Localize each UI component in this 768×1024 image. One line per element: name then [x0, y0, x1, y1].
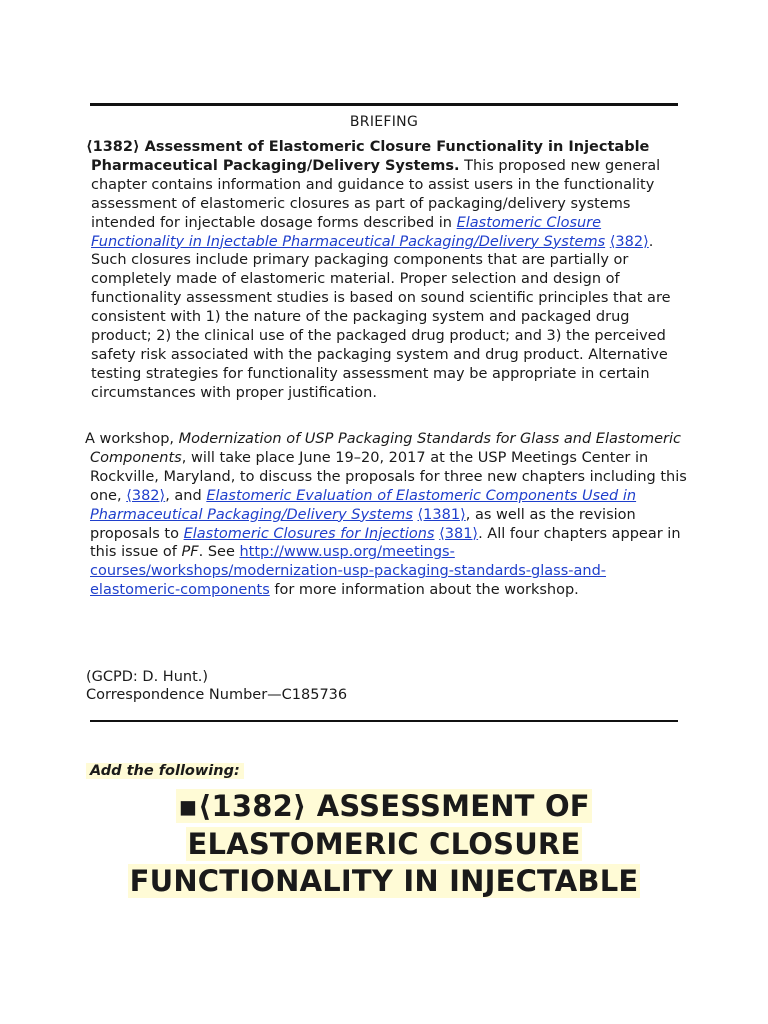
workshop-paragraph [85, 430, 690, 600]
briefing-text-2: . Such closures include primary packaging components that are partially or completely made of elastomeric material. Proper selection and design of functionality assessment studies is based on sound scientific principles that are consistent with 1) the nature of the packaging system and packaged drug product; 2) the clinical use of the packaged drug product; and 3) the perceived safety risk associated with the packaging system and drug product. Alternative testing strategies for functionality assessment may be appropriate in certain circumstances with proper justification. [91, 233, 671, 401]
workshop-text-3: , and [165, 487, 207, 504]
workshop-text-4: , as well as the revision proposals to [90, 506, 636, 542]
chapter-title-line-2: ELASTOMERIC CLOSURE [187, 826, 581, 861]
link-elastomeric-closure-functionality[interactable]: Elastomeric Closure Functionality in Injectable Pharmaceutical Packaging/Delivery Systems [91, 214, 606, 250]
workshop-title: Modernization of USP Packaging Standards for Glass and Elastomeric Components [90, 431, 681, 466]
workshop-text-6: . See [198, 544, 240, 561]
link-381-ref[interactable]: ⟨381⟩ [439, 525, 479, 542]
link-elastomeric-closures-for-injections[interactable]: Elastomeric Closures for Injections [183, 525, 435, 542]
briefing-paragraph [86, 138, 691, 403]
link-382-ref[interactable]: ⟨382⟩ [609, 233, 649, 250]
bottom-divider [90, 720, 678, 722]
correspondence-number: Correspondence Number—C185736 [86, 687, 348, 703]
briefing-text-1: This proposed new general chapter contains information and guidance to assist users in the functionality assessment of elastomeric closures as part of packaging/delivery systems intended for injectable dosage forms described in [91, 157, 661, 231]
briefing-heading: BRIEFING [349, 114, 419, 130]
link-1381-ref[interactable]: ⟨1381⟩ [417, 506, 466, 523]
chapter-title-line-1: ▪⟨1382⟩ ASSESSMENT OF [178, 789, 590, 823]
briefing-title: ⟨1382⟩ Assessment of Elastomeric Closure Functionality in Injectable Pharmaceutical Packaging/Delivery Systems. [86, 139, 650, 174]
link-382[interactable]: ⟨382⟩ [126, 487, 166, 504]
workshop-text-5: . All four chapters appear in this issue of [90, 525, 681, 561]
gcpd-line: (GCPD: D. Hunt.) [86, 669, 209, 685]
link-elastomeric-evaluation[interactable]: Elastomeric Evaluation of Elastomeric Components Used in Pharmaceutical Packaging/Delivery Systems [90, 487, 637, 523]
chapter-title [90, 788, 678, 901]
add-following-label: Add the following: [86, 763, 244, 779]
workshop-url-link[interactable]: http://www.usp.org/meetings-courses/workshops/modernization-usp-packaging-standards-glass-and-elastomeric-components [90, 544, 607, 599]
workshop-text-1: A workshop, [85, 431, 179, 447]
pf-label: PF [181, 544, 199, 561]
workshop-text-7: for more information about the workshop. [269, 582, 579, 599]
workshop-text-2: , will take place June 19–20, 2017 at the USP Meetings Center in Rockville, Maryland, to discuss the proposals for three new chapters including this one, [90, 449, 687, 504]
chapter-title-line-3: FUNCTIONALITY IN INJECTABLE [129, 864, 639, 898]
top-divider [90, 103, 678, 106]
